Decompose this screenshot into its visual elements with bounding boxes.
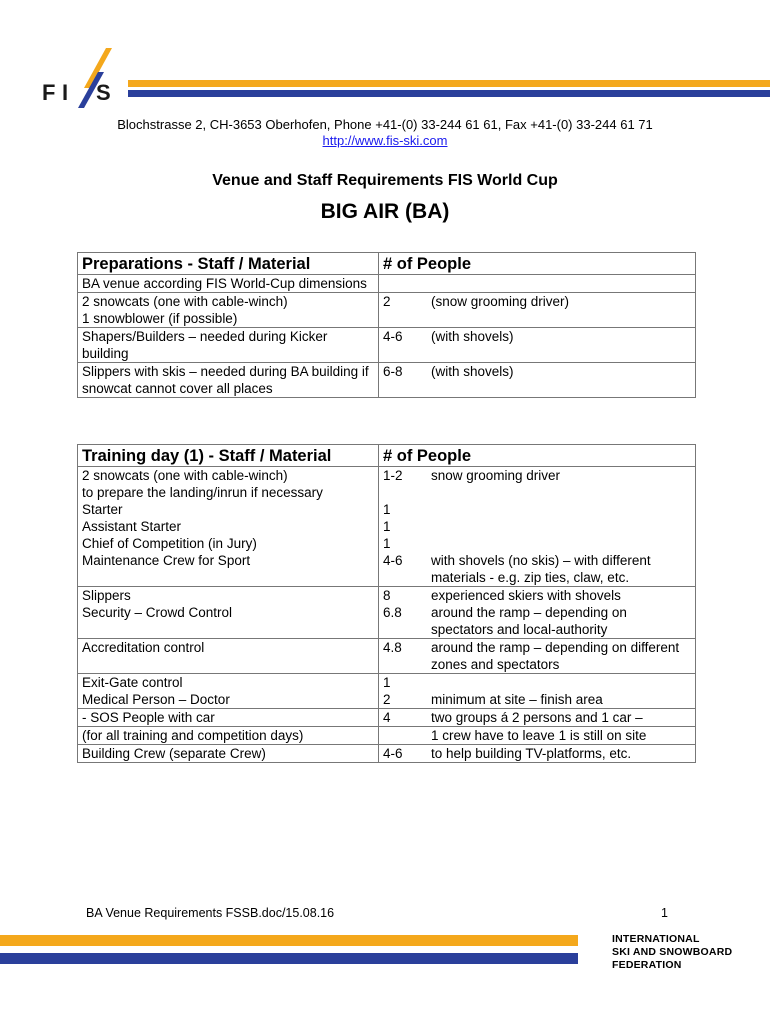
table-row xyxy=(78,293,696,328)
table-row xyxy=(78,639,696,674)
item-cell: Accreditation control xyxy=(78,639,379,674)
people-count: 4.8 xyxy=(379,639,428,674)
footer-blue-stripe xyxy=(0,953,578,964)
table-header-row xyxy=(78,253,696,275)
federation-line: SKI AND SNOWBOARD xyxy=(612,946,733,958)
people-note: experienced skiers with shovels around the ramp – depending on spectators and local-authority xyxy=(427,587,696,639)
people-note: minimum at site – finish area xyxy=(427,674,696,709)
page-number: 1 xyxy=(661,906,668,920)
item-cell: (for all training and competition days) xyxy=(78,727,379,745)
table-header-row xyxy=(78,445,696,467)
column-header-people: # of People xyxy=(379,253,696,275)
table-row xyxy=(78,727,696,745)
item-cell: Building Crew (separate Crew) xyxy=(78,745,379,763)
people-note: 1 crew have to leave 1 is still on site xyxy=(427,727,696,745)
svg-text:S: S xyxy=(96,80,111,105)
svg-text:F: F xyxy=(42,80,56,105)
people-count: 4 xyxy=(379,709,428,727)
table-row xyxy=(78,745,696,763)
fis-logo xyxy=(40,42,120,112)
document-subtitle: Venue and Staff Requirements FIS World Cup xyxy=(212,172,558,189)
footer-doc-ref: BA Venue Requirements FSSB.doc/15.08.16 xyxy=(86,906,335,920)
address-line: Blochstrasse 2, CH-3653 Oberhofen, Phone +41-(0) 33-244 61 61, Fax +41-(0) 33-244 61 71 xyxy=(117,117,653,132)
people-note: (snow grooming driver) xyxy=(427,293,696,328)
training-table xyxy=(77,444,696,763)
svg-text:I: I xyxy=(62,80,69,105)
preparations-table xyxy=(77,252,696,398)
people-count: 1-2 1 1 1 4-6 xyxy=(379,467,428,587)
column-header-people: # of People xyxy=(379,445,696,467)
item-cell: Slippers with skis – needed during BA building if snowcat cannot cover all places xyxy=(78,363,379,398)
people-count: 2 xyxy=(379,293,428,328)
table-row xyxy=(78,275,696,293)
people-count: 6-8 xyxy=(379,363,428,398)
website-link[interactable]: http://www.fis-ski.com xyxy=(322,133,448,148)
column-header-item: Preparations - Staff / Material xyxy=(78,253,379,275)
table-row xyxy=(78,328,696,363)
item-cell: Shapers/Builders – needed during Kicker building xyxy=(78,328,379,363)
people-count xyxy=(379,727,428,745)
people-count: 8 6.8 xyxy=(379,587,428,639)
people-note xyxy=(427,275,696,293)
federation-line: FEDERATION xyxy=(612,959,682,971)
federation-line: INTERNATIONAL xyxy=(612,933,700,945)
people-count xyxy=(379,275,428,293)
item-cell: 2 snowcats (one with cable-winch) to prepare the landing/inrun if necessary Starter Assistant Starter Chief of Competition (in Jury) Maintenance Crew for Sport xyxy=(78,467,379,587)
item-cell: Slippers Security – Crowd Control xyxy=(78,587,379,639)
table-row xyxy=(78,674,696,709)
table-row xyxy=(78,363,696,398)
people-note: snow grooming driver with shovels (no skis) – with different materials - e.g. zip ties, claw, etc. xyxy=(427,467,696,587)
table-row xyxy=(78,587,696,639)
table-row xyxy=(78,709,696,727)
people-count: 1 2 xyxy=(379,674,428,709)
item-cell: - SOS People with car xyxy=(78,709,379,727)
people-count: 4-6 xyxy=(379,745,428,763)
people-note: to help building TV-platforms, etc. xyxy=(427,745,696,763)
table-row xyxy=(78,467,696,587)
header-blue-stripe xyxy=(128,90,770,97)
item-cell: BA venue according FIS World-Cup dimensions xyxy=(78,275,379,293)
header-gold-stripe xyxy=(128,80,770,87)
item-cell: 2 snowcats (one with cable-winch) 1 snowblower (if possible) xyxy=(78,293,379,328)
people-note: (with shovels) xyxy=(427,328,696,363)
item-cell: Exit-Gate control Medical Person – Doctor xyxy=(78,674,379,709)
people-note: around the ramp – depending on different zones and spectators xyxy=(427,639,696,674)
column-header-item: Training day (1) - Staff / Material xyxy=(78,445,379,467)
footer-gold-stripe xyxy=(0,935,578,946)
people-count: 4-6 xyxy=(379,328,428,363)
people-note: (with shovels) xyxy=(427,363,696,398)
federation-name xyxy=(612,933,732,972)
people-note: two groups á 2 persons and 1 car – xyxy=(427,709,696,727)
document-title: BIG AIR (BA) xyxy=(320,200,450,223)
